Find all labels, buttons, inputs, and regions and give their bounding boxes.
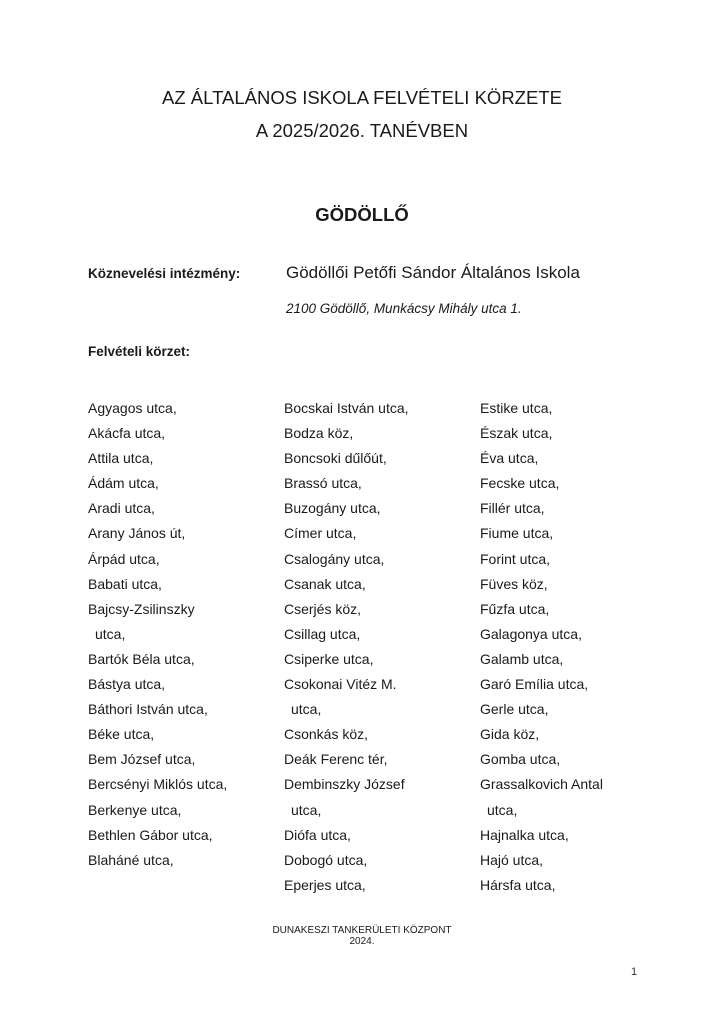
street-item-continuation: utca,	[291, 801, 322, 818]
street-item: Béke utca,	[88, 726, 155, 743]
street-item: Galagonya utca,	[480, 625, 582, 642]
street-item: Bem József utca,	[88, 751, 196, 768]
street-item: Hársfa utca,	[480, 876, 556, 893]
street-item: Hajnalka utca,	[480, 826, 569, 843]
street-item: Fűzfa utca,	[480, 600, 550, 617]
street-item: Csanak utca,	[284, 575, 366, 592]
street-item: Garó Emília utca,	[480, 676, 589, 693]
street-item: Eperjes utca,	[284, 876, 366, 893]
street-item: Bodza köz,	[284, 425, 354, 442]
street-item: Csiperke utca,	[284, 650, 374, 667]
street-item: Fiume utca,	[480, 525, 554, 542]
street-column-1	[88, 398, 227, 875]
street-item: Bástya utca,	[88, 676, 166, 693]
street-item: Bajcsy-Zsilinszky	[88, 600, 195, 617]
street-item: Brassó utca,	[284, 475, 362, 492]
footer-year: 2024.	[349, 936, 375, 947]
street-item: Címer utca,	[284, 525, 357, 542]
city-heading: GÖDÖLLŐ	[315, 204, 409, 225]
street-item: Berkenye utca,	[88, 801, 182, 818]
institution-name: Gödöllői Petőfi Sándor Általános Iskola	[286, 263, 580, 282]
footer	[0, 925, 724, 947]
page-number: 1	[631, 966, 638, 978]
street-item: Estike utca,	[480, 400, 553, 416]
street-item: Bercsényi Miklós utca,	[88, 776, 228, 793]
street-item: Forint utca,	[480, 550, 551, 567]
street-item: Grassalkovich Antal	[480, 776, 603, 793]
street-column-2	[284, 398, 409, 900]
street-item: Éva utca,	[480, 450, 539, 467]
street-item: Dobogó utca,	[284, 851, 368, 868]
street-item: Gerle utca,	[480, 701, 549, 718]
street-item: Diófa utca,	[284, 826, 351, 843]
street-item: Csalogány utca,	[284, 550, 385, 567]
street-item: Csokonai Vitéz M.	[284, 676, 397, 693]
street-item: Boncsoki dűlőút,	[284, 450, 387, 467]
street-item: Agyagos utca,	[88, 400, 177, 416]
street-item: Blaháné utca,	[88, 851, 174, 868]
document-subtitle: A 2025/2026. TANÉVBEN	[255, 120, 469, 141]
street-item: Attila utca,	[88, 450, 154, 467]
street-item: Csillag utca,	[284, 625, 361, 642]
footer-organization: DUNAKESZI TANKERÜLETI KÖZPONT	[272, 925, 452, 936]
institution-address: 2100 Gödöllő, Munkácsy Mihály utca 1.	[286, 301, 522, 316]
street-item: Bartók Béla utca,	[88, 650, 195, 667]
street-item: Gida köz,	[480, 726, 540, 743]
street-item: Babati utca,	[88, 575, 162, 592]
street-item: Akácfa utca,	[88, 425, 166, 442]
document-title: AZ ÁLTALÁNOS ISKOLA FELVÉTELI KÖRZETE	[162, 87, 562, 108]
street-item: Báthori István utca,	[88, 701, 208, 718]
street-item: Galamb utca,	[480, 650, 564, 667]
street-item: Dembinszky József	[284, 776, 405, 793]
street-item: Buzogány utca,	[284, 500, 381, 517]
street-item: Arany János út,	[88, 525, 186, 542]
street-item: Deák Ferenc tér,	[284, 751, 388, 768]
street-item-continuation: utca,	[95, 625, 126, 642]
street-item: Csonkás köz,	[284, 726, 369, 743]
street-item: Bethlen Gábor utca,	[88, 826, 213, 843]
street-item: Fecske utca,	[480, 475, 560, 492]
street-item: Bocskai István utca,	[284, 400, 409, 416]
street-item: Cserjés köz,	[284, 600, 362, 617]
street-item: Észak utca,	[480, 425, 553, 442]
institution-label: Köznevelési intézmény:	[88, 266, 241, 281]
street-item: Füves köz,	[480, 575, 548, 592]
street-item: Hajó utca,	[480, 851, 544, 868]
street-item: Gomba utca,	[480, 751, 561, 768]
street-item: Aradi utca,	[88, 500, 155, 517]
street-item: Árpád utca,	[88, 550, 160, 567]
street-column-3	[480, 398, 603, 900]
street-item: Fillér utca,	[480, 500, 545, 517]
street-item-continuation: utca,	[291, 701, 322, 718]
street-item: Ádám utca,	[88, 475, 159, 492]
street-item-continuation: utca,	[487, 801, 518, 818]
district-label: Felvételi körzet:	[88, 344, 191, 359]
